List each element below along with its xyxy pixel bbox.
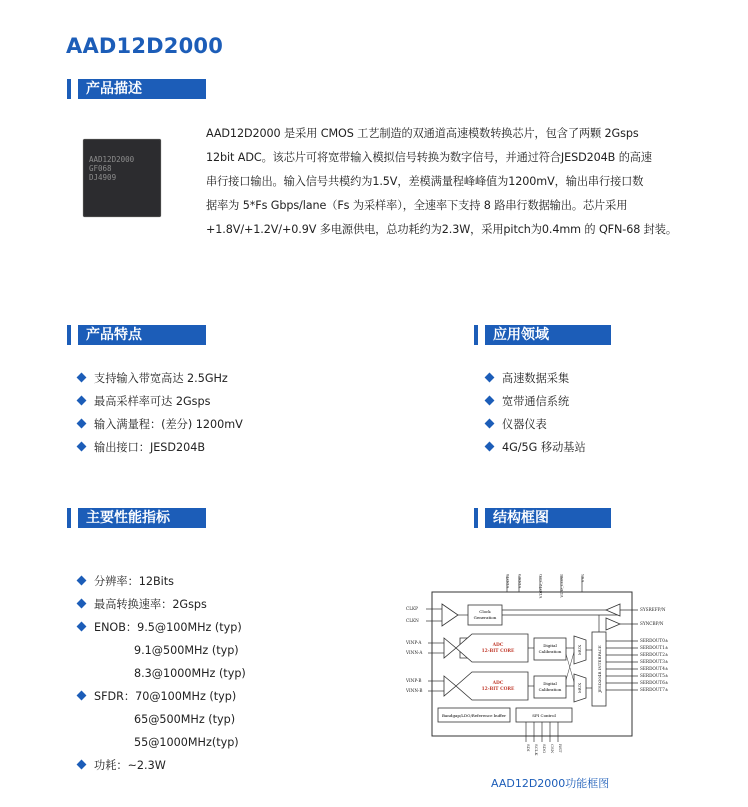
section-title-specs: 主要性能指标 [78,508,206,528]
top-pins [505,573,585,599]
description-line: 据率为 5*Fs Gbps/lane（Fs 为采样率），全速率下支持 8 路串行数据输出。芯片采用 [206,199,628,212]
digital-a-label: Digital [543,643,557,648]
list-item: ENOB：9.5@100MHz (typ) [78,616,246,639]
diamond-bullet-icon [77,396,87,406]
bottom-pin-label: RST [558,744,563,753]
section-title-features: 产品特点 [78,325,206,345]
section-header-description [67,79,206,99]
diamond-bullet-icon [77,419,87,429]
right-pin-label: SERDOUT0± [640,638,669,643]
diamond-bullet-icon [485,442,495,452]
list-item: 支持输入带宽高达 2.5GHz [78,367,243,390]
adc-b-label: 12-BIT CORE [481,687,515,692]
section-header-features [67,325,206,345]
list-item: 输入满量程：(差分) 1200mV [78,413,243,436]
section-title-block-diagram: 结构框图 [485,508,611,528]
section-header-applications [474,325,611,345]
right-pin-label: SERDOUT3± [640,659,669,664]
left-pin-label: CLKN [406,618,419,623]
adc-a-label: 12-BIT CORE [481,649,515,654]
digital-a-label: Calibration [538,649,562,654]
left-pin-label: VINP-A [406,640,422,645]
chip-photo [83,139,161,217]
application-list [486,367,586,459]
mux-label: MUX [577,644,582,656]
bottom-pin-label: SDI [526,744,531,752]
list-item: 65@500MHz (typ) [134,713,236,726]
list-item: 4G/5G 移动基站 [486,436,586,459]
section-header-block-diagram [474,508,611,528]
chip-marking-line: GF068 [89,164,112,173]
section-title-applications: 应用领域 [485,325,611,345]
right-pin-label: SYSREFP/N [640,607,666,612]
diamond-bullet-icon [77,599,87,609]
feature-list [78,367,243,459]
list-item: 9.1@500MHz (typ) [134,644,239,657]
chip-marking-line: AAD12D2000 [89,155,135,164]
diamond-bullet-icon [485,419,495,429]
list-item: 功耗：~2.3W [78,754,246,777]
top-pin-label: VDD_CORE [559,574,564,598]
right-pin-label: SERDOUT7± [640,687,669,692]
bandgap-label: Bandgap/LDO/Reference buffer [441,713,507,718]
list-item: 最高转换速率：2Gsps [78,593,246,616]
diamond-bullet-icon [77,373,87,383]
mux-label: MUX [577,682,582,694]
functional-block-diagram [406,562,678,758]
clock-block-label: Clock [479,609,491,614]
left-pin-label: VINN-B [406,688,423,693]
list-item: 仪器仪表 [486,413,586,436]
bottom-pin-label: SDO [542,744,547,754]
left-pin-label: VINP-B [406,678,422,683]
product-description [206,122,706,242]
right-pin-label: SERDOUT2± [640,652,669,657]
diamond-bullet-icon [77,691,87,701]
left-pin-label: VINN-A [406,650,423,655]
right-pin-label: SERDOUT1± [640,645,669,650]
spec-list [78,570,246,777]
digital-b-label: Calibration [538,687,562,692]
section-title-description: 产品描述 [78,79,206,99]
list-item: 宽带通信系统 [486,390,586,413]
top-pin-label: VDD18 [505,574,510,589]
list-item: 8.3@1000MHz (typ) [134,667,246,680]
description-line: +1.8V/+1.2V/+0.9V 多电源供电，总功耗约为2.3W，采用pitch为0.4mm 的 QFN-68 封装。 [206,223,677,236]
top-pin-label: VDD12_CIO [538,574,543,599]
digital-b-label: Digital [543,681,557,686]
diamond-bullet-icon [485,373,495,383]
diamond-bullet-icon [77,760,87,770]
serdes-label: JESD204B INTERFACE [597,645,602,693]
list-item: 输出接口：JESD204B [78,436,243,459]
diamond-bullet-icon [485,396,495,406]
list-item: SFDR：70@100MHz (typ) [78,685,246,708]
bottom-pin-label: SCLK [534,744,539,756]
diamond-bullet-icon [77,442,87,452]
list-item: 55@1000MHz(typ) [134,736,239,749]
chip-marking-line: DJ4909 [89,173,117,182]
right-pin-label: SYNCBP/N [640,621,664,626]
clock-block-label: Generation [473,615,497,620]
right-pin-label: SERDOUT4± [640,666,669,671]
top-pin-label: VDD09 [517,574,522,589]
right-pin-label: SERDOUT6± [640,680,669,685]
diamond-bullet-icon [77,576,87,586]
list-item: 分辨率：12Bits [78,570,246,593]
list-item: 最高采样率可达 2Gsps [78,390,243,413]
spi-label: SPI Control [532,713,556,718]
description-line: 串行接口输出。输入信号共模约为1.5V，差模满量程峰峰值为1200mV，输出串行接口数 [206,175,644,188]
bottom-pin-label: CSN [550,744,555,754]
diagram-caption: AAD12D2000功能框图 [491,777,610,790]
description-line: 12bit ADC。该芯片可将宽带输入模拟信号转换为数字信号，并通过符合JESD204B 的高速 [206,151,652,164]
right-pin-label: SERDOUT5± [640,673,669,678]
description-line: AAD12D2000 是采用 CMOS 工艺制造的双通道高速模数转换芯片，包含了两颗 2Gsps [206,127,639,140]
section-header-specs [67,508,206,528]
page-title: AAD12D2000 [66,34,224,58]
left-pin-label: CLKP [406,606,418,611]
top-pin-label: VSS [580,574,585,583]
diamond-bullet-icon [77,622,87,632]
adc-a-label: ADC [492,643,504,648]
adc-b-label: ADC [492,681,504,686]
list-item: 高速数据采集 [486,367,586,390]
